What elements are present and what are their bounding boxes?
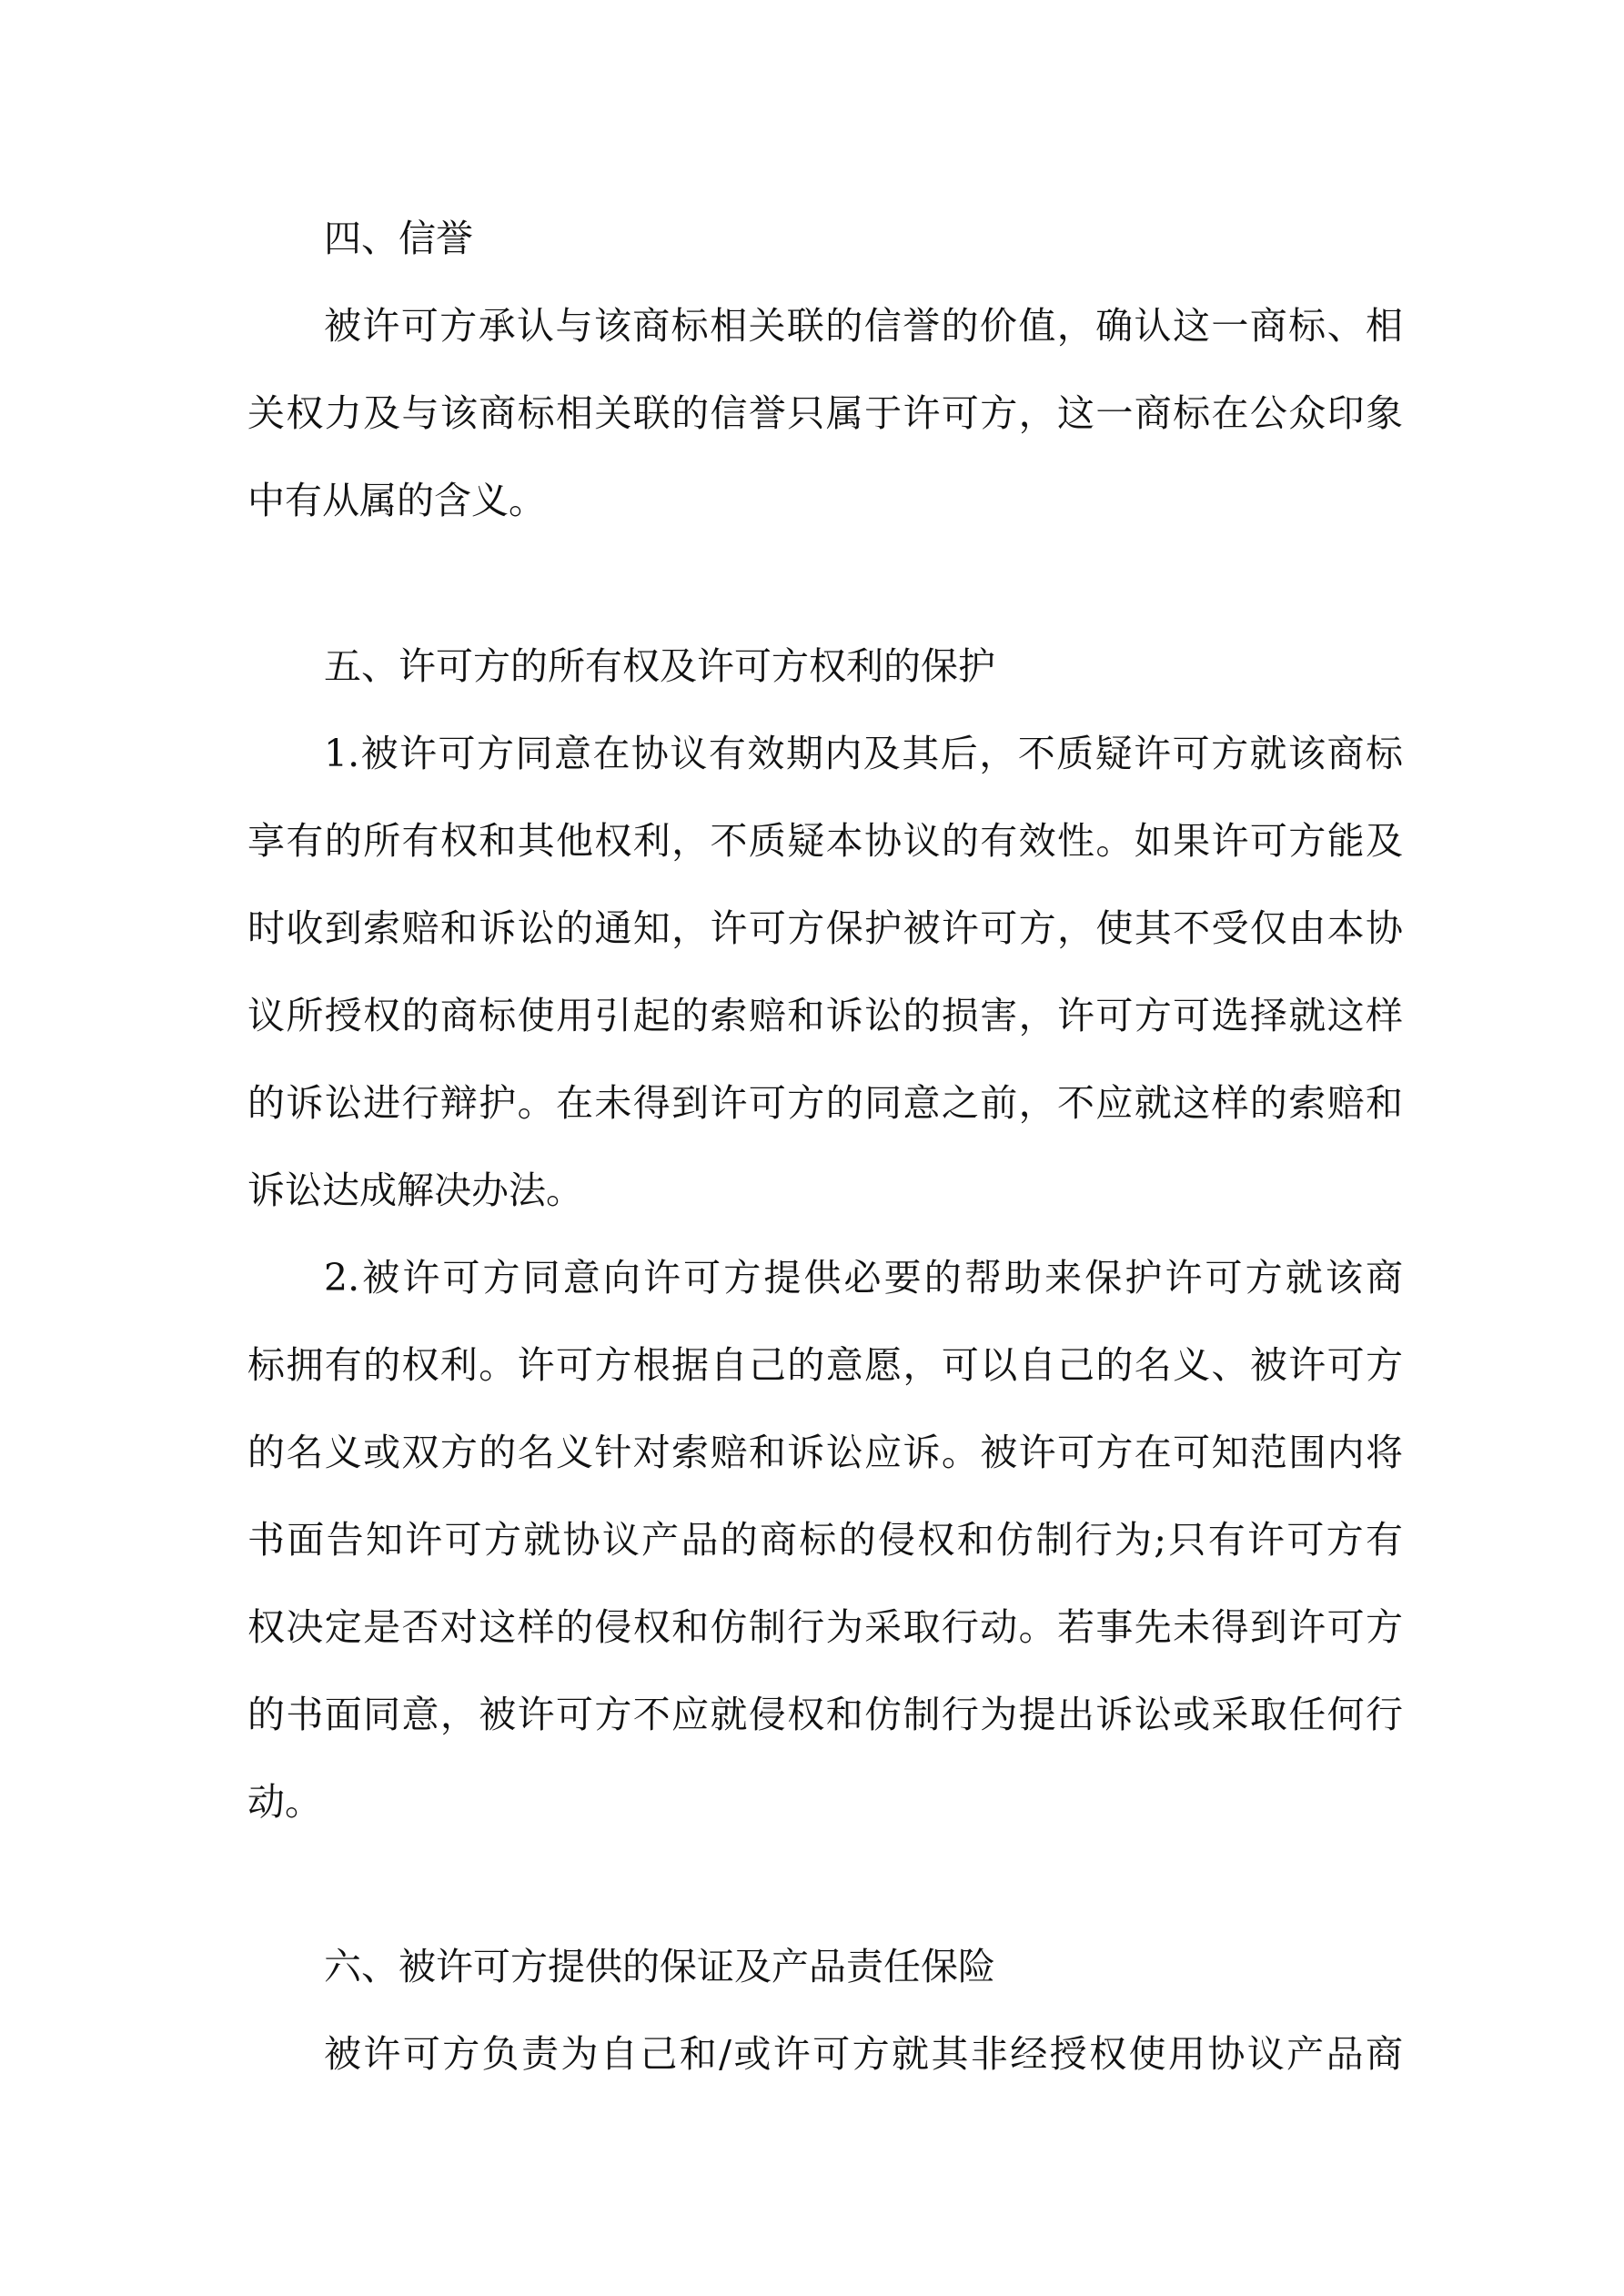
section-heading-6: 六、被许可方提供的保证及产品责任保险 (324, 1945, 995, 1988)
paragraph-line: 1.被许可方同意在协议有效期内及其后，不质疑许可方就该商标 (324, 732, 1403, 775)
paragraph-line: 的名义或双方的名义针对索赔和诉讼应诉。被许可方在可知范围内将 (247, 1431, 1403, 1474)
paragraph-line: 议所授权的商标使用引起的索赔和诉讼的损害，许可方可选择就这样 (247, 994, 1403, 1037)
paragraph-line: 权决定是否对这样的侵权和仿制行为采取行动。若事先未得到许可方 (247, 1605, 1403, 1649)
paragraph-line: 被许可方负责为自己和/或许可方就其非经授权使用协议产品商 (324, 2032, 1403, 2076)
paragraph-line: 中有从属的含义。 (247, 479, 546, 522)
paragraph-line: 的书面同意，被许可方不应就侵权和仿制行为提出诉讼或采取任何行 (247, 1693, 1403, 1736)
paragraph-line: 关权力及与该商标相关联的信誉只属于许可方，这一商标在公众印象 (247, 391, 1403, 435)
paragraph-line: 标拥有的权利。许可方根据自己的意愿，可以自己的名义、被许可方 (247, 1343, 1403, 1387)
section-heading-5: 五、许可方的所有权及许可方权利的保护 (324, 644, 995, 688)
section-heading-4: 四、信誉 (324, 217, 473, 260)
paragraph-line: 诉讼达成解决办法。 (247, 1168, 583, 1212)
paragraph-line: 的诉讼进行辩护。在未得到许可方的同意之前，不应就这样的索赔和 (247, 1081, 1403, 1125)
paragraph-line: 被许可方承认与该商标相关联的信誉的价值，确认这一商标、相 (324, 304, 1403, 348)
paragraph-line: 2.被许可方同意向许可方提供必要的帮助来保护许可方就该商 (324, 1256, 1403, 1300)
paragraph-line: 时收到索赔和诉讼的通知，许可方保护被许可方，使其不受仅由本协 (247, 906, 1403, 950)
paragraph-line: 书面告知许可方就协议产品的商标的侵权和仿制行为;只有许可方有 (247, 1518, 1403, 1562)
paragraph-line: 享有的所有权和其他权利，不质疑本协议的有效性。如果许可方能及 (247, 819, 1403, 863)
paragraph-line: 动。 (247, 1780, 322, 1824)
